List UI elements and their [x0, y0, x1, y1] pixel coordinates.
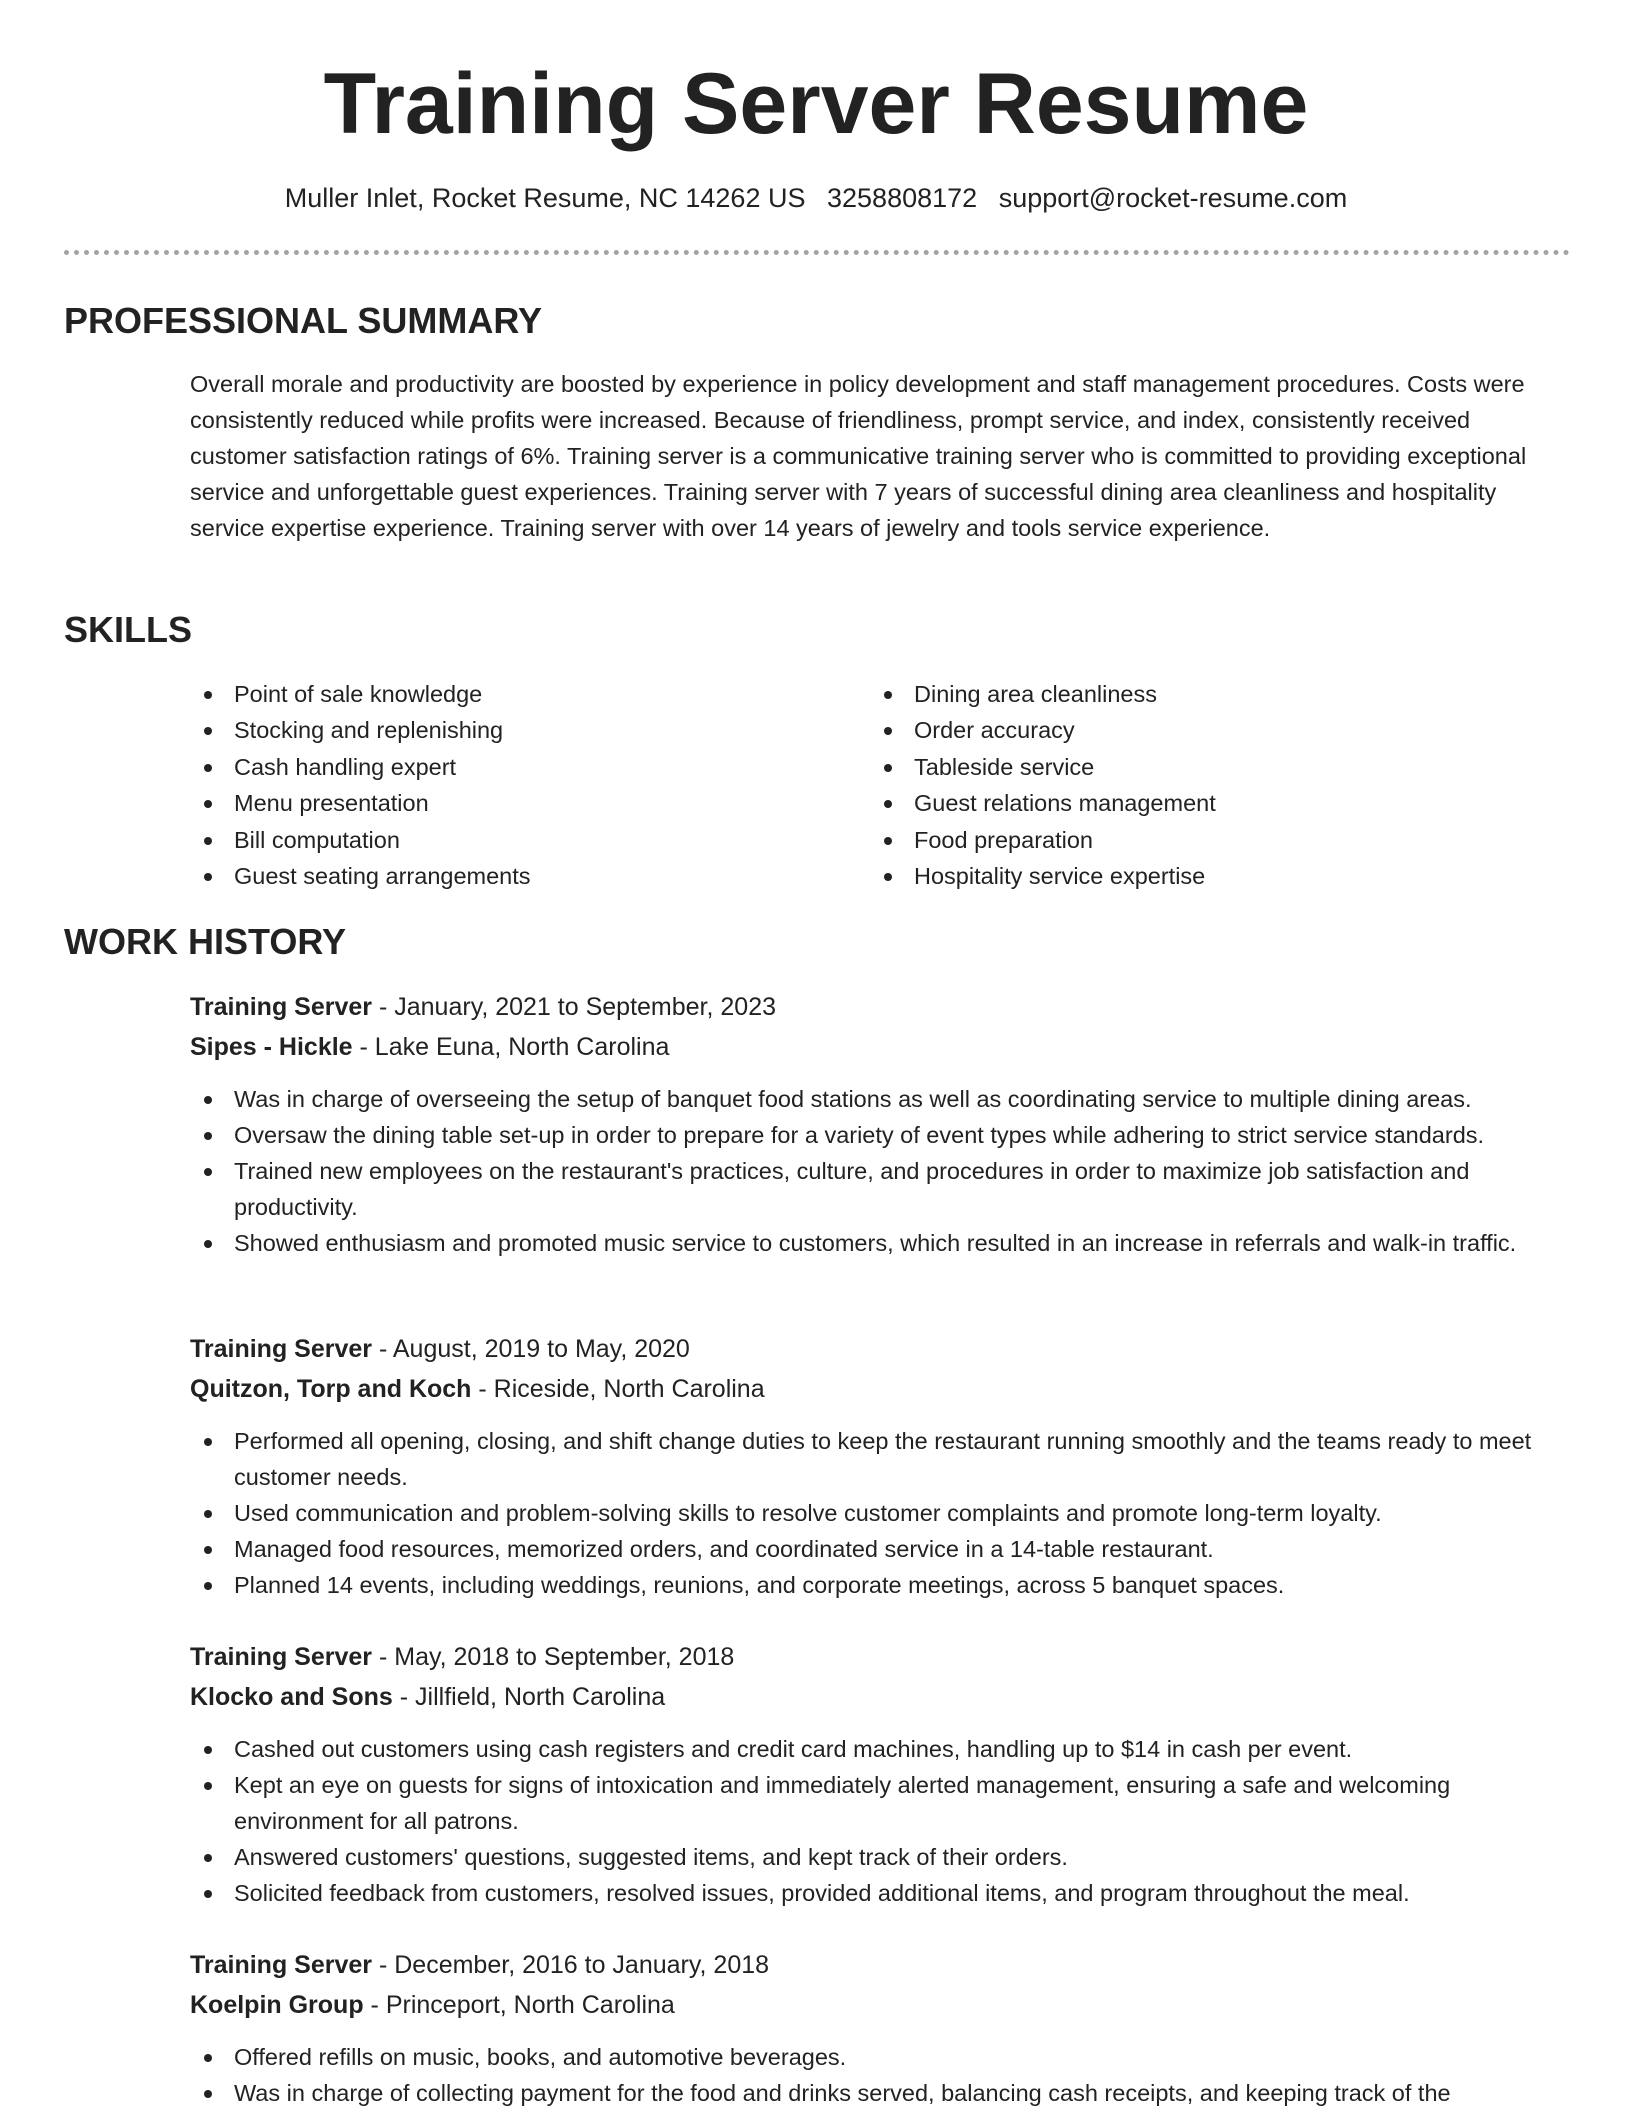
job-title: Training Server	[190, 993, 373, 1021]
contact-phone: 3258808172	[827, 183, 978, 213]
skill-item: Guest relations management	[870, 785, 1216, 821]
job-bullet: Was in charge of overseeing the setup of banquet food stations as well as coordinating service to multiple dining areas.	[190, 1081, 1570, 1117]
job-bullet: Oversaw the dining table set-up in order to prepare for a variety of event types while adhering to strict service standards.	[190, 1117, 1570, 1153]
job-bullet: Offered refills on music, books, and automotive beverages.	[190, 2039, 1570, 2075]
skill-item: Order accuracy	[870, 712, 1216, 748]
job-dates: - August, 2019 to May, 2020	[372, 1335, 690, 1363]
job-company: Koelpin Group	[190, 1991, 364, 2019]
summary-heading: PROFESSIONAL SUMMARY	[64, 300, 543, 341]
skill-item: Bill computation	[190, 822, 531, 858]
skill-item: Stocking and replenishing	[190, 712, 531, 748]
job-location: - Lake Euna, North Carolina	[352, 1033, 670, 1061]
job-bullet: Answered customers' questions, suggested items, and kept track of their orders.	[190, 1839, 1570, 1875]
job-bullet: Showed enthusiasm and promoted music service to customers, which resulted in an increase in referrals and walk-in traffic.	[190, 1225, 1570, 1261]
job-bullet: Was in charge of collecting payment for the food and drinks served, balancing cash receipts, and keeping track of the	[190, 2075, 1570, 2111]
job-dates: - May, 2018 to September, 2018	[372, 1643, 735, 1671]
job-title: Training Server	[190, 1335, 373, 1363]
job-bullets	[190, 2039, 1570, 2111]
job-bullet: Managed food resources, memorized orders, and coordinated service in a 14-table restaurant.	[190, 1531, 1570, 1567]
job-entry	[190, 1945, 1570, 2111]
resume-title: Training Server Resume	[323, 56, 1309, 152]
job-company-line	[190, 1369, 1570, 1409]
skill-item: Tableside service	[870, 749, 1216, 785]
job-location: - Riceside, North Carolina	[471, 1375, 765, 1403]
job-bullet: Kept an eye on guests for signs of intoxication and immediately alerted management, ensuring a safe and welcoming environment for all patrons.	[190, 1767, 1570, 1839]
job-company: Klocko and Sons	[190, 1683, 393, 1711]
job-title-line	[190, 1637, 1570, 1677]
job-dates: - January, 2021 to September, 2023	[372, 993, 776, 1021]
skill-item: Food preparation	[870, 822, 1216, 858]
skill-item: Dining area cleanliness	[870, 676, 1216, 712]
work-history-heading: WORK HISTORY	[64, 921, 347, 962]
header-divider	[64, 250, 1570, 255]
job-entry	[190, 1637, 1570, 1911]
job-location: - Jillfield, North Carolina	[392, 1683, 666, 1711]
job-company-line	[190, 1985, 1570, 2025]
skill-item: Menu presentation	[190, 785, 531, 821]
summary-text: Overall morale and productivity are boosted by experience in policy development and staff management procedures. Costs were consistently reduced while profits were increased. Because of friendliness, prompt service, and index, consistently received customer satisfaction ratings of 6%. Training server is a communicative training server who is committed to providing exceptional service and unforgettable guest experiences. Training server with 7 years of successful dining area cleanliness and hospitality service expertise experience. Training server with over 14 years of jewelry and tools service experience.	[190, 371, 1527, 541]
job-dates: - December, 2016 to January, 2018	[372, 1951, 770, 1979]
job-company: Quitzon, Torp and Koch	[190, 1375, 472, 1403]
job-entry	[190, 987, 1570, 1261]
skill-item: Cash handling expert	[190, 749, 531, 785]
skills-list-left	[190, 676, 531, 894]
job-entry	[190, 1329, 1570, 1603]
job-title-line	[190, 987, 1570, 1027]
job-bullet: Cashed out customers using cash registers and credit card machines, handling up to $14 in cash per event.	[190, 1731, 1570, 1767]
job-title-line	[190, 1329, 1570, 1369]
job-company-line	[190, 1677, 1570, 1717]
job-bullets	[190, 1423, 1570, 1603]
job-title-line	[190, 1945, 1570, 1985]
job-bullets	[190, 1731, 1570, 1911]
contact-address: Muller Inlet, Rocket Resume, NC 14262 US	[284, 183, 806, 213]
job-title: Training Server	[190, 1951, 373, 1979]
contact-line	[0, 180, 1632, 216]
job-bullet: Performed all opening, closing, and shift change duties to keep the restaurant running smoothly and the teams ready to meet customer needs.	[190, 1423, 1570, 1495]
job-bullet: Solicited feedback from customers, resolved issues, provided additional items, and program throughout the meal.	[190, 1875, 1570, 1911]
skill-item: Guest seating arrangements	[190, 858, 531, 894]
job-bullet: Trained new employees on the restaurant's practices, culture, and procedures in order to maximize job satisfaction and productivity.	[190, 1153, 1570, 1225]
job-bullets	[190, 1081, 1570, 1261]
skills-heading: SKILLS	[64, 609, 193, 650]
job-company: Sipes - Hickle	[190, 1033, 353, 1061]
contact-email: support@rocket-resume.com	[998, 183, 1348, 213]
job-bullet: Used communication and problem-solving skills to resolve customer complaints and promote long-term loyalty.	[190, 1495, 1570, 1531]
skills-list-right	[870, 676, 1216, 894]
skill-item: Hospitality service expertise	[870, 858, 1216, 894]
job-bullet: Planned 14 events, including weddings, reunions, and corporate meetings, across 5 banquet spaces.	[190, 1567, 1570, 1603]
job-title: Training Server	[190, 1643, 373, 1671]
job-location: - Princeport, North Carolina	[363, 1991, 675, 2019]
skill-item: Point of sale knowledge	[190, 676, 531, 712]
job-company-line	[190, 1027, 1570, 1067]
